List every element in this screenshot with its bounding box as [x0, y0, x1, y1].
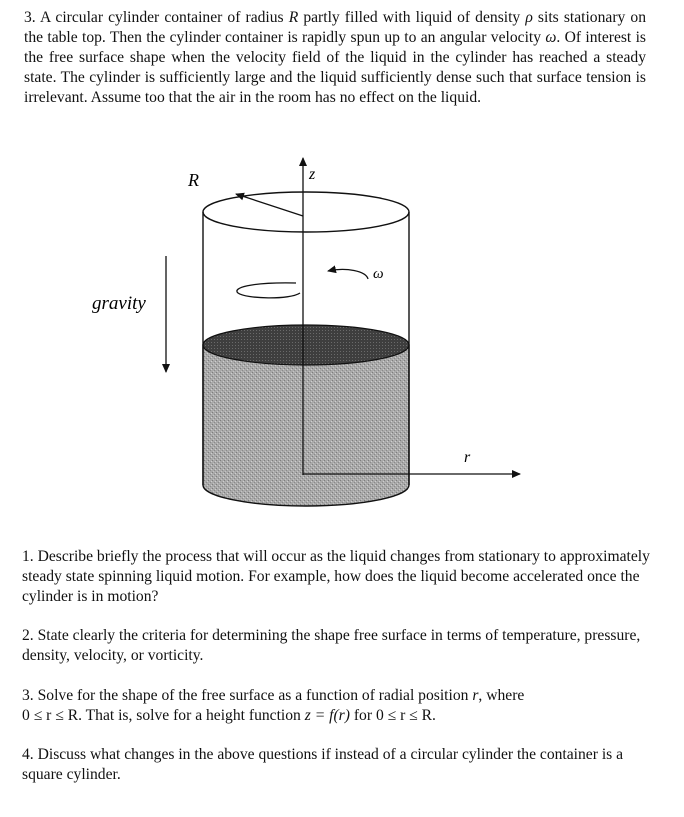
intro-text-2: partly filled with liquid of density: [298, 9, 526, 26]
question-4-text: 4. Discuss what changes in the above questions if instead of a circular cylinder the container is a square cylinder.: [22, 746, 624, 783]
q3-text-e: .: [432, 707, 436, 724]
question-1: [22, 547, 652, 607]
question-4: [22, 745, 652, 785]
problem-intro: [24, 8, 646, 108]
liquid-surface: [203, 325, 409, 365]
var-omega: ω: [545, 29, 557, 46]
q3-text-a: 3. Solve for the shape of the free surface as a function of radial position: [22, 687, 473, 704]
intro-text-3: sits stationary on the table top. Then the cylinder container is rapidly spun up to an angular velocity: [24, 9, 646, 46]
problem-number: 3.: [24, 9, 36, 26]
radius-arrow: [236, 194, 303, 216]
question-2: [22, 626, 652, 666]
q3-var-r: r: [472, 687, 479, 704]
intro-text-4: . Of interest is the free surface shape when the velocity field of the liquid in the cylinder has reached a steady state. The cylinder is sufficiently large and the liquid sufficiently dense such that surface tension is irrelevant. Assume too that the air in the room has no effect on the liquid.: [24, 29, 646, 106]
question-3-text: [22, 686, 652, 726]
question-1-text: 1. Describe briefly the process that will occur as the liquid changes from stationary to approximately steady state spinning liquid motion. For example, how does the liquid become accelerated once the cylinder is in motion?: [22, 548, 650, 605]
q3-text-b: , where: [478, 687, 525, 704]
q3-range-1: 0 ≤ r ≤ R: [22, 707, 79, 724]
z-axis-label: z: [309, 166, 316, 183]
q3-func: z = f(r): [304, 707, 350, 724]
rotation-arrow: [237, 283, 300, 298]
omega-label: ω: [373, 266, 384, 282]
var-rho: ρ: [525, 9, 533, 26]
radius-label: R: [188, 170, 199, 190]
gravity-label: gravity: [92, 293, 146, 314]
r-axis-label: r: [464, 449, 471, 466]
rotation-arrow-right: [328, 269, 368, 279]
var-R: R: [288, 9, 299, 26]
q3-range-2: 0 ≤ r ≤ R: [375, 707, 433, 724]
question-3: [22, 686, 652, 726]
intro-text-1: A circular cylinder container of radius: [39, 9, 289, 26]
question-2-text: 2. State clearly the criteria for determining the shape free surface in terms of temperature, pressure, density, velocity, or vorticity.: [22, 627, 641, 664]
q3-text-d: for: [349, 707, 376, 724]
liquid-body: [203, 345, 409, 506]
problem-statement: [24, 8, 646, 108]
cylinder-figure: [0, 140, 684, 520]
q3-text-c: . That is, solve for a height function: [78, 707, 305, 724]
cylinder-top-rim: [203, 192, 409, 232]
